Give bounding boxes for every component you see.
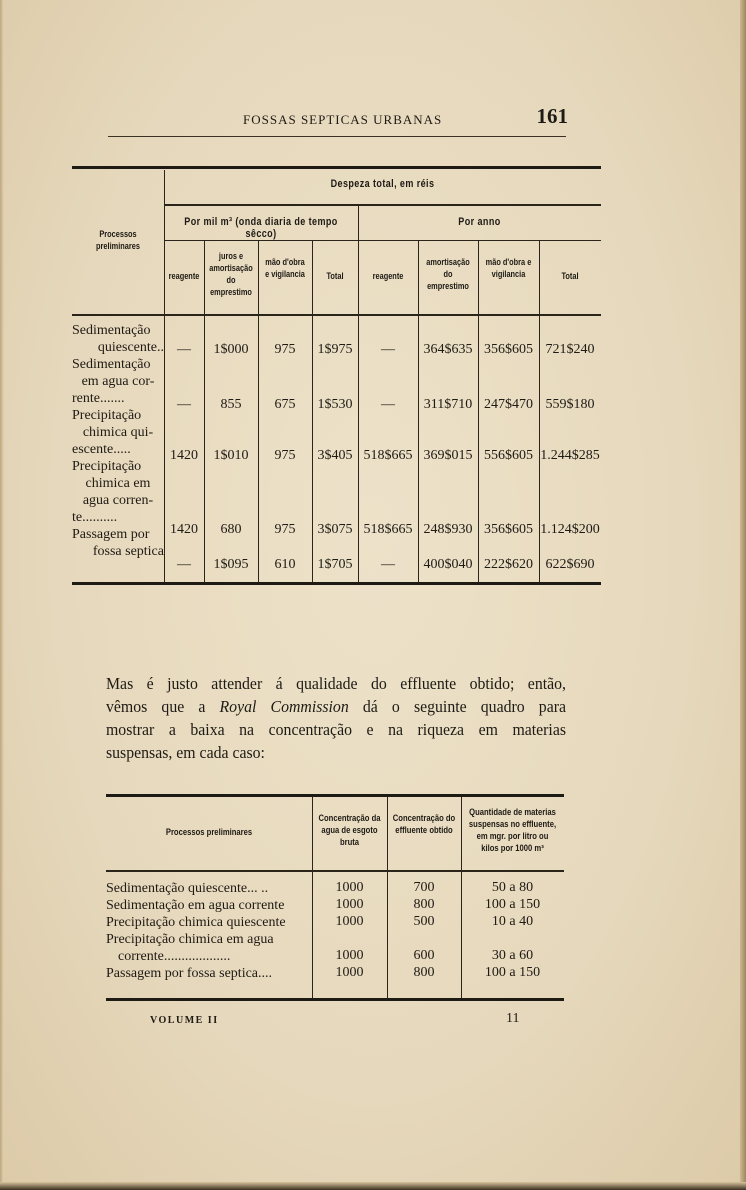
table-cell: 1000 (335, 914, 364, 929)
header-body-rule (106, 870, 564, 872)
table-cell: 1000 (335, 965, 364, 980)
table-rule-top (72, 166, 601, 169)
group-header-per-mil: Por mil m³ (onda diaria de tempo sêcco) (184, 216, 338, 240)
table-cell: 975 (274, 448, 296, 463)
col-header: Concentração do effluente obtido (392, 813, 456, 835)
table-cell: 700 (413, 880, 435, 895)
header-rule (108, 136, 566, 137)
table-cell: 10 a 40 (491, 914, 534, 929)
table-cell: 1$705 (317, 557, 353, 572)
table-rule-top (106, 794, 564, 797)
table-cell: 30 a 60 (491, 948, 534, 963)
col-header: Total (561, 271, 579, 281)
table-cell: — (381, 342, 395, 357)
table-cell: 518$665 (363, 448, 413, 463)
table-cell: 622$690 (545, 557, 595, 572)
table-cell: 556$605 (484, 448, 533, 463)
table-cell: 3$405 (317, 448, 353, 463)
table-cell: 3$075 (317, 522, 353, 537)
super-header-rule (164, 204, 601, 206)
group-header-per-year: Por anno (458, 216, 501, 228)
table-cell: 311$710 (423, 397, 473, 412)
table-cell: 364$635 (423, 342, 473, 357)
table-cell: 1000 (335, 897, 364, 912)
col-header: mão d'obra e vigilancia (265, 257, 305, 279)
stub-divider (164, 170, 165, 582)
table-cell: 500 (413, 914, 435, 929)
table-cell: 1$975 (317, 342, 353, 357)
table-cell: 356$605 (484, 342, 533, 357)
page-edge-bottom (0, 1182, 746, 1190)
table-cell: 100 a 150 (484, 897, 541, 912)
table-cell: 1$010 (213, 448, 249, 463)
table-cell: 800 (413, 897, 435, 912)
table-cell: 247$470 (484, 397, 533, 412)
table-cell: — (177, 397, 191, 412)
stub-header: Processos preliminares (96, 229, 140, 251)
table-cell: 600 (413, 948, 435, 963)
table-cell: 1420 (170, 448, 198, 463)
page-header (108, 104, 568, 134)
table-cell: 975 (274, 522, 296, 537)
concentration-table (106, 794, 564, 1004)
table-cell: 356$605 (484, 522, 533, 537)
table-cell: 369$015 (423, 448, 473, 463)
paragraph-line: suspensas, em cada caso: (106, 743, 265, 762)
stub-header: Processos preliminares (165, 827, 253, 837)
table-cell: 559$180 (545, 397, 595, 412)
table-cell: 400$040 (423, 557, 473, 572)
table-cell: 800 (413, 965, 435, 980)
col-header: mão d'obra e vigilancia (485, 257, 532, 279)
table-cell: 680 (220, 522, 242, 537)
cost-table (72, 166, 601, 586)
table-cell: 1$530 (317, 397, 353, 412)
col-header: Quantidade de materias suspensas no effluente, em mgr. por litro ou kilos por 1000 m³ (468, 807, 557, 853)
table-cell: — (177, 557, 191, 572)
table-cell: 1.244$285 (540, 448, 600, 463)
col-header: amortisação do emprestimo (426, 257, 470, 291)
table-cell: — (381, 397, 395, 412)
super-header: Despeza total, em réis (330, 178, 435, 190)
royal-commission-italic: Royal Commission (219, 697, 349, 716)
row-label: Sedimentação quiescente... .. Sedimentação em agua corrente Precipitação chimica quiescente Precipitação chimica em agua corrente................... Passagem por fossa septica.... (106, 881, 286, 981)
page-edge-right (740, 0, 746, 1190)
footer-volume: VOLUME II (150, 1015, 219, 1026)
table-cell: 100 a 150 (484, 965, 541, 980)
body-paragraph (106, 672, 566, 764)
table-cell: — (177, 342, 191, 357)
table-cell: 222$620 (484, 557, 533, 572)
header-body-rule (72, 314, 601, 316)
col-header: reagente (168, 271, 200, 281)
table-rule-bottom (106, 998, 564, 1001)
paragraph-line: mostrar a baixa na concentração e na riqueza em materias (106, 720, 566, 739)
table-cell: 855 (220, 397, 242, 412)
table-cell: 1000 (335, 880, 364, 895)
page-number: 161 (536, 104, 568, 128)
col-header: reagente (372, 271, 404, 281)
row-label: Sedimentação quiescente.. Sedimentação em agua cor- rente....... Precipitação chimica qui- escente..... Precipitação chimica em agua corren- te.......... Passagem por fossa septica (72, 323, 164, 559)
paragraph-line: vêmos que a Royal Commission dá o seguinte quadro para (106, 697, 567, 716)
page-edge-left (0, 0, 4, 1190)
table-cell: 675 (274, 397, 296, 412)
table-cell: 1000 (335, 948, 364, 963)
table-cell: 1$095 (213, 557, 249, 572)
paragraph-line: Mas é justo attender á qualidade do effluente obtido; então, (106, 674, 566, 693)
table-cell: 1$000 (213, 342, 249, 357)
col-header: Concentração da agua de esgoto bruta (318, 813, 381, 847)
group-header-rule (164, 240, 601, 241)
table-cell: 248$930 (423, 522, 473, 537)
table-rule-bottom (72, 582, 601, 585)
running-title: FOSSAS SEPTICAS URBANAS (243, 112, 443, 127)
table-cell: 518$665 (363, 522, 413, 537)
table-cell: 50 a 80 (491, 880, 534, 895)
footer-signature: 11 (506, 1011, 520, 1026)
col-header: Total (326, 271, 344, 281)
table-cell: 975 (274, 342, 296, 357)
table-cell: — (381, 557, 395, 572)
col-header: juros e amortisação do emprestimo (209, 251, 253, 297)
table-cell: 721$240 (545, 342, 595, 357)
table-cell: 1420 (170, 522, 198, 537)
table-cell: 1.124$200 (540, 522, 600, 537)
table-cell: 610 (274, 557, 296, 572)
